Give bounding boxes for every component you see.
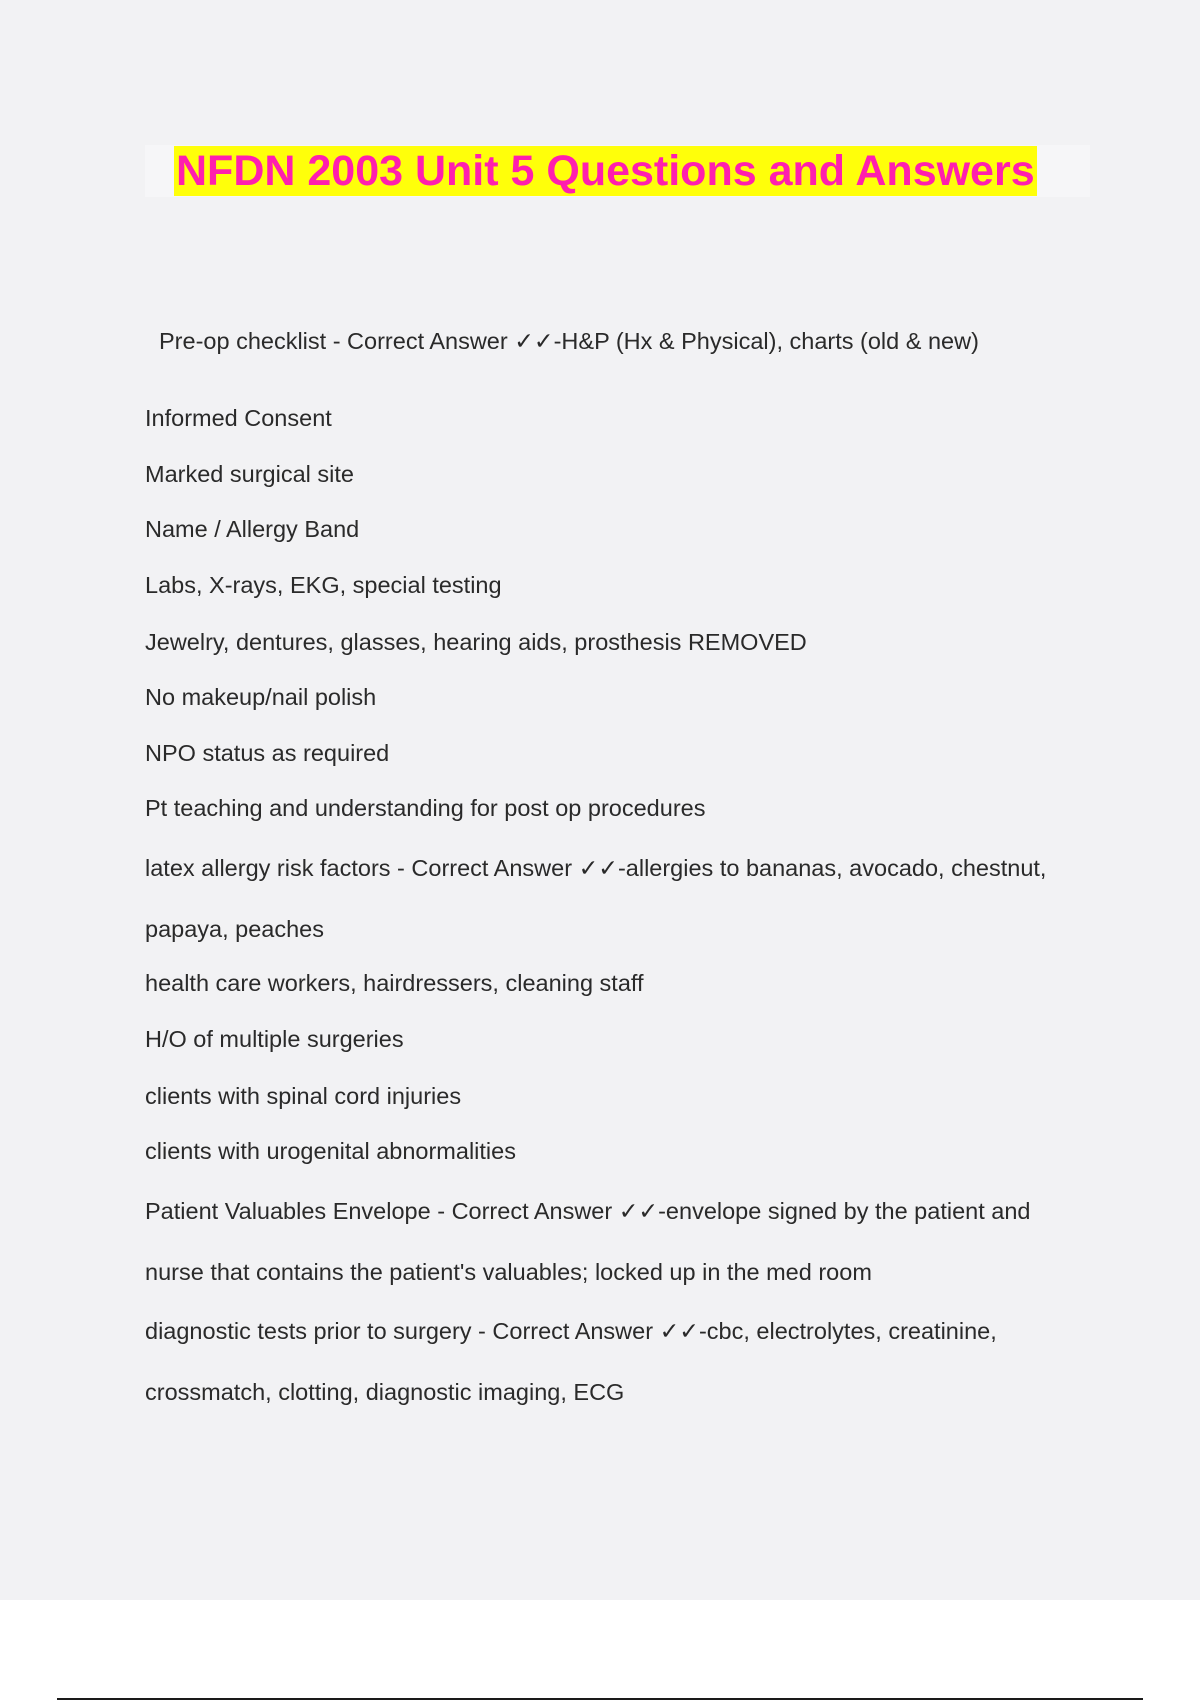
- qa-line-diagnostic-tests: diagnostic tests prior to surgery - Correct Answer ✓✓-cbc, electrolytes, creatinine,: [145, 1318, 997, 1344]
- list-item: Labs, X-rays, EKG, special testing: [145, 572, 502, 598]
- list-item: Jewelry, dentures, glasses, hearing aids, prosthesis REMOVED: [145, 629, 807, 655]
- qa-line-pre-op-checklist: Pre-op checklist - Correct Answer ✓✓-H&P (Hx & Physical), charts (old & new): [159, 328, 979, 354]
- list-item: Informed Consent: [145, 405, 332, 431]
- qa-line-continuation: nurse that contains the patient's valuables; locked up in the med room: [145, 1259, 872, 1285]
- list-item: Name / Allergy Band: [145, 516, 360, 542]
- qa-line-latex-allergy: latex allergy risk factors - Correct Answer ✓✓-allergies to bananas, avocado, chestnut,: [145, 855, 1047, 881]
- list-item: No makeup/nail polish: [145, 684, 377, 710]
- list-item: NPO status as required: [145, 740, 390, 766]
- qa-line-valuables-envelope: Patient Valuables Envelope - Correct Answer ✓✓-envelope signed by the patient and: [145, 1198, 1031, 1224]
- list-item: Pt teaching and understanding for post op procedures: [145, 795, 706, 821]
- list-item: Marked surgical site: [145, 461, 354, 487]
- list-item: H/O of multiple surgeries: [145, 1026, 404, 1052]
- list-item: clients with spinal cord injuries: [145, 1083, 462, 1109]
- document-title: NFDN 2003 Unit 5 Questions and Answers: [176, 147, 1035, 195]
- list-item: clients with urogenital abnormalities: [145, 1138, 516, 1164]
- qa-line-continuation: papaya, peaches: [145, 916, 325, 942]
- list-item: health care workers, hairdressers, cleaning staff: [145, 970, 644, 996]
- qa-line-continuation: crossmatch, clotting, diagnostic imaging, ECG: [145, 1379, 625, 1405]
